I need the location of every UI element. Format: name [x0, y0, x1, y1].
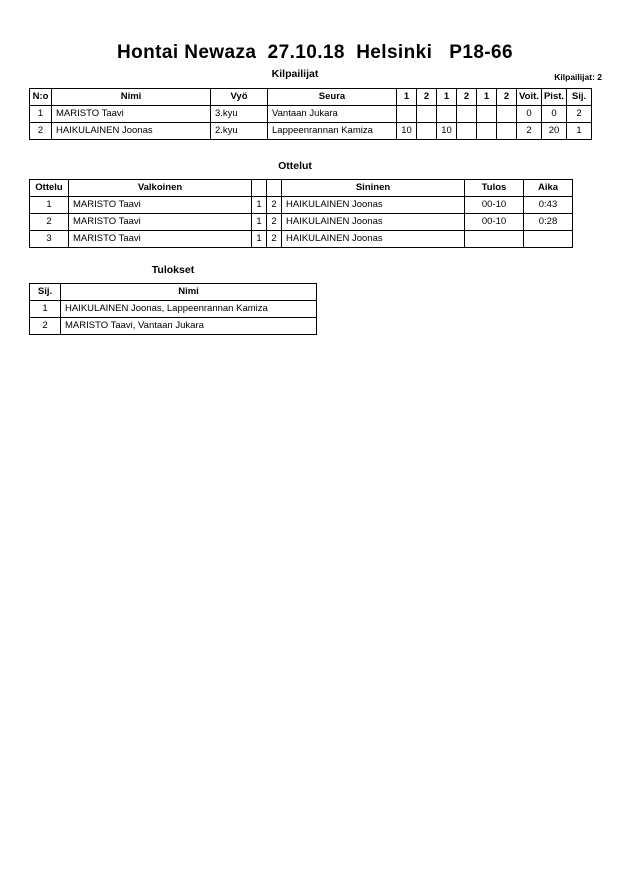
cell-belt: 3.kyu [211, 106, 268, 123]
header-no: N:o [30, 89, 52, 106]
header-result: Tulos [465, 180, 524, 197]
cell-no: 1 [30, 106, 52, 123]
cell-blue-points: 2 [267, 231, 282, 248]
cell-score-1: 10 [397, 123, 417, 140]
cell-match: 3 [30, 231, 69, 248]
cell-match: 1 [30, 197, 69, 214]
cell-blue: HAIKULAINEN Joonas [282, 231, 465, 248]
header-white-points [252, 180, 267, 197]
page-title: Hontai Newaza 27.10.18 Helsinki P18-66 [117, 42, 513, 63]
cell-time [524, 231, 573, 248]
header-match-4: 2 [457, 89, 477, 106]
cell-rank: 2 [567, 106, 592, 123]
cell-score-1 [397, 106, 417, 123]
cell-wins: 0 [517, 106, 542, 123]
cell-white: MARISTO Taavi [69, 197, 252, 214]
cell-score-4 [457, 106, 477, 123]
cell-result: 00-10 [465, 214, 524, 231]
header-blue-points [267, 180, 282, 197]
cell-name: MARISTO Taavi, Vantaan Jukara [61, 318, 317, 335]
cell-blue-points: 2 [267, 214, 282, 231]
header-white: Valkoinen [69, 180, 252, 197]
cell-result [465, 231, 524, 248]
table-row [30, 123, 592, 140]
header-belt: Vyö [211, 89, 268, 106]
cell-score-5 [477, 106, 497, 123]
cell-score-6 [497, 123, 517, 140]
cell-points: 20 [542, 123, 567, 140]
cell-blue: HAIKULAINEN Joonas [282, 197, 465, 214]
table-row [30, 301, 317, 318]
results-section-caption: Tulokset [151, 264, 195, 276]
header-time: Aika [524, 180, 573, 197]
header-rank: Sij. [567, 89, 592, 106]
cell-belt: 2.kyu [211, 123, 268, 140]
header-blue: Sininen [282, 180, 465, 197]
cell-wins: 2 [517, 123, 542, 140]
cell-name: HAIKULAINEN Joonas [52, 123, 211, 140]
header-match-6: 2 [497, 89, 517, 106]
cell-club: Lappeenrannan Kamiza [268, 123, 397, 140]
table-header-row [30, 180, 573, 197]
header-name: Nimi [61, 284, 317, 301]
table-row [30, 231, 573, 248]
cell-score-3: 10 [437, 123, 457, 140]
cell-blue-points: 2 [267, 197, 282, 214]
table-header-row [30, 89, 592, 106]
cell-score-4 [457, 123, 477, 140]
cell-white: MARISTO Taavi [69, 214, 252, 231]
header-match: Ottelu [30, 180, 69, 197]
cell-name: MARISTO Taavi [52, 106, 211, 123]
matches-table [29, 179, 573, 248]
matches-section-caption: Ottelut [278, 160, 312, 172]
header-name: Nimi [52, 89, 211, 106]
header-match-3: 1 [437, 89, 457, 106]
cell-time: 0:43 [524, 197, 573, 214]
cell-score-6 [497, 106, 517, 123]
header-points: Pist. [542, 89, 567, 106]
cell-white-points: 1 [252, 197, 267, 214]
header-match-5: 1 [477, 89, 497, 106]
cell-rank: 1 [567, 123, 592, 140]
cell-white: MARISTO Taavi [69, 231, 252, 248]
cell-rank: 1 [30, 301, 61, 318]
competitors-table [29, 88, 592, 140]
table-row [30, 318, 317, 335]
header-match-1: 1 [397, 89, 417, 106]
cell-name: HAIKULAINEN Joonas, Lappeenrannan Kamiza [61, 301, 317, 318]
cell-result: 00-10 [465, 197, 524, 214]
results-table [29, 283, 317, 335]
cell-white-points: 1 [252, 214, 267, 231]
table-row [30, 106, 592, 123]
table-header-row [30, 284, 317, 301]
cell-time: 0:28 [524, 214, 573, 231]
cell-blue: HAIKULAINEN Joonas [282, 214, 465, 231]
cell-no: 2 [30, 123, 52, 140]
header-rank: Sij. [30, 284, 61, 301]
header-club: Seura [268, 89, 397, 106]
cell-score-2 [417, 106, 437, 123]
cell-score-2 [417, 123, 437, 140]
header-match-2: 2 [417, 89, 437, 106]
header-wins: Voit. [517, 89, 542, 106]
cell-rank: 2 [30, 318, 61, 335]
cell-points: 0 [542, 106, 567, 123]
cell-score-3 [437, 106, 457, 123]
table-row [30, 197, 573, 214]
cell-match: 2 [30, 214, 69, 231]
table-row [30, 214, 573, 231]
competitors-section-caption: Kilpailijat [271, 68, 319, 80]
cell-club: Vantaan Jukara [268, 106, 397, 123]
cell-score-5 [477, 123, 497, 140]
competitor-count-note: Kilpailijat: 2 [554, 72, 602, 82]
cell-white-points: 1 [252, 231, 267, 248]
